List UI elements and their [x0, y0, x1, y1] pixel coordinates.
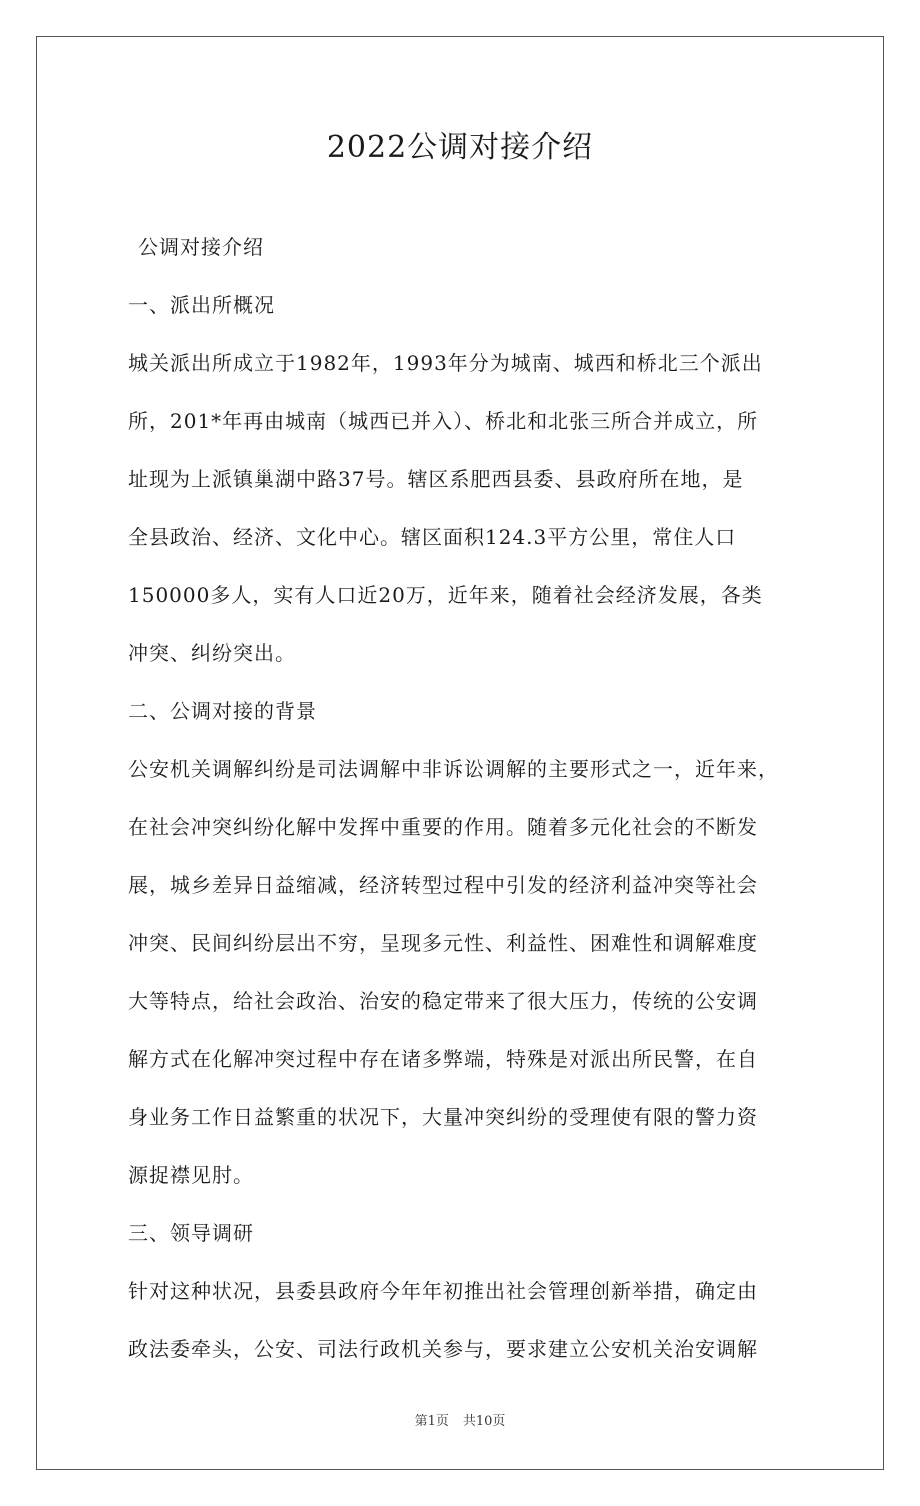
paragraph-line: 城关派出所成立于1982年，1993年分为城南、城西和桥北三个派出	[128, 351, 763, 375]
page-footer	[0, 1413, 920, 1431]
document-body	[128, 218, 808, 1378]
page-number: 第1页	[414, 1414, 449, 1429]
paragraph-line: 解方式在化解冲突过程中存在诸多弊端，特殊是对派出所民警，在自	[128, 1047, 758, 1071]
paragraph-line: 在社会冲突纠纷化解中发挥中重要的作用。随着多元化社会的不断发	[128, 815, 758, 839]
paragraph-line: 大等特点，给社会政治、治安的稳定带来了很大压力，传统的公安调	[128, 989, 758, 1013]
document-subtitle: 公调对接介绍	[138, 235, 264, 259]
paragraph-line: 源捉襟见肘。	[128, 1163, 254, 1187]
paragraph-line: 针对这种状况，县委县政府今年年初推出社会管理创新举措，确定由	[128, 1279, 758, 1303]
page-total: 共10页	[462, 1414, 506, 1429]
paragraph-line: 政法委牵头，公安、司法行政机关参与，要求建立公安机关治安调解	[128, 1337, 758, 1361]
paragraph-line: 150000多人，实有人口近20万，近年来，随着社会经济发展，各类	[128, 583, 763, 607]
paragraph-line: 展，城乡差异日益缩减，经济转型过程中引发的经济利益冲突等社会	[128, 873, 758, 897]
paragraph-line: 公安机关调解纠纷是司法调解中非诉讼调解的主要形式之一，近年来，	[128, 757, 779, 781]
section-heading-overview: 一、派出所概况	[128, 293, 275, 317]
section-body-overview	[128, 334, 808, 682]
section-body-background	[128, 740, 808, 1204]
paragraph-line: 全县政治、经济、文化中心。辖区面积124.3平方公里，常住人口	[128, 525, 737, 549]
section-heading-leadership: 三、领导调研	[128, 1221, 254, 1245]
section-body-leadership	[128, 1262, 808, 1378]
paragraph-line: 冲突、民间纠纷层出不穷，呈现多元性、利益性、困难性和调解难度	[128, 931, 758, 955]
paragraph-line: 所，201*年再由城南（城西已并入）、桥北和北张三所合并成立，所	[128, 409, 759, 433]
section-heading-background: 二、公调对接的背景	[128, 699, 317, 723]
paragraph-line: 址现为上派镇巢湖中路37号。辖区系肥西县委、县政府所在地，是	[128, 467, 744, 491]
paragraph-line: 身业务工作日益繁重的状况下，大量冲突纠纷的受理使有限的警力资	[128, 1105, 758, 1129]
document-title: 2022公调对接介绍	[326, 130, 594, 165]
paragraph-line: 冲突、纠纷突出。	[128, 641, 296, 665]
